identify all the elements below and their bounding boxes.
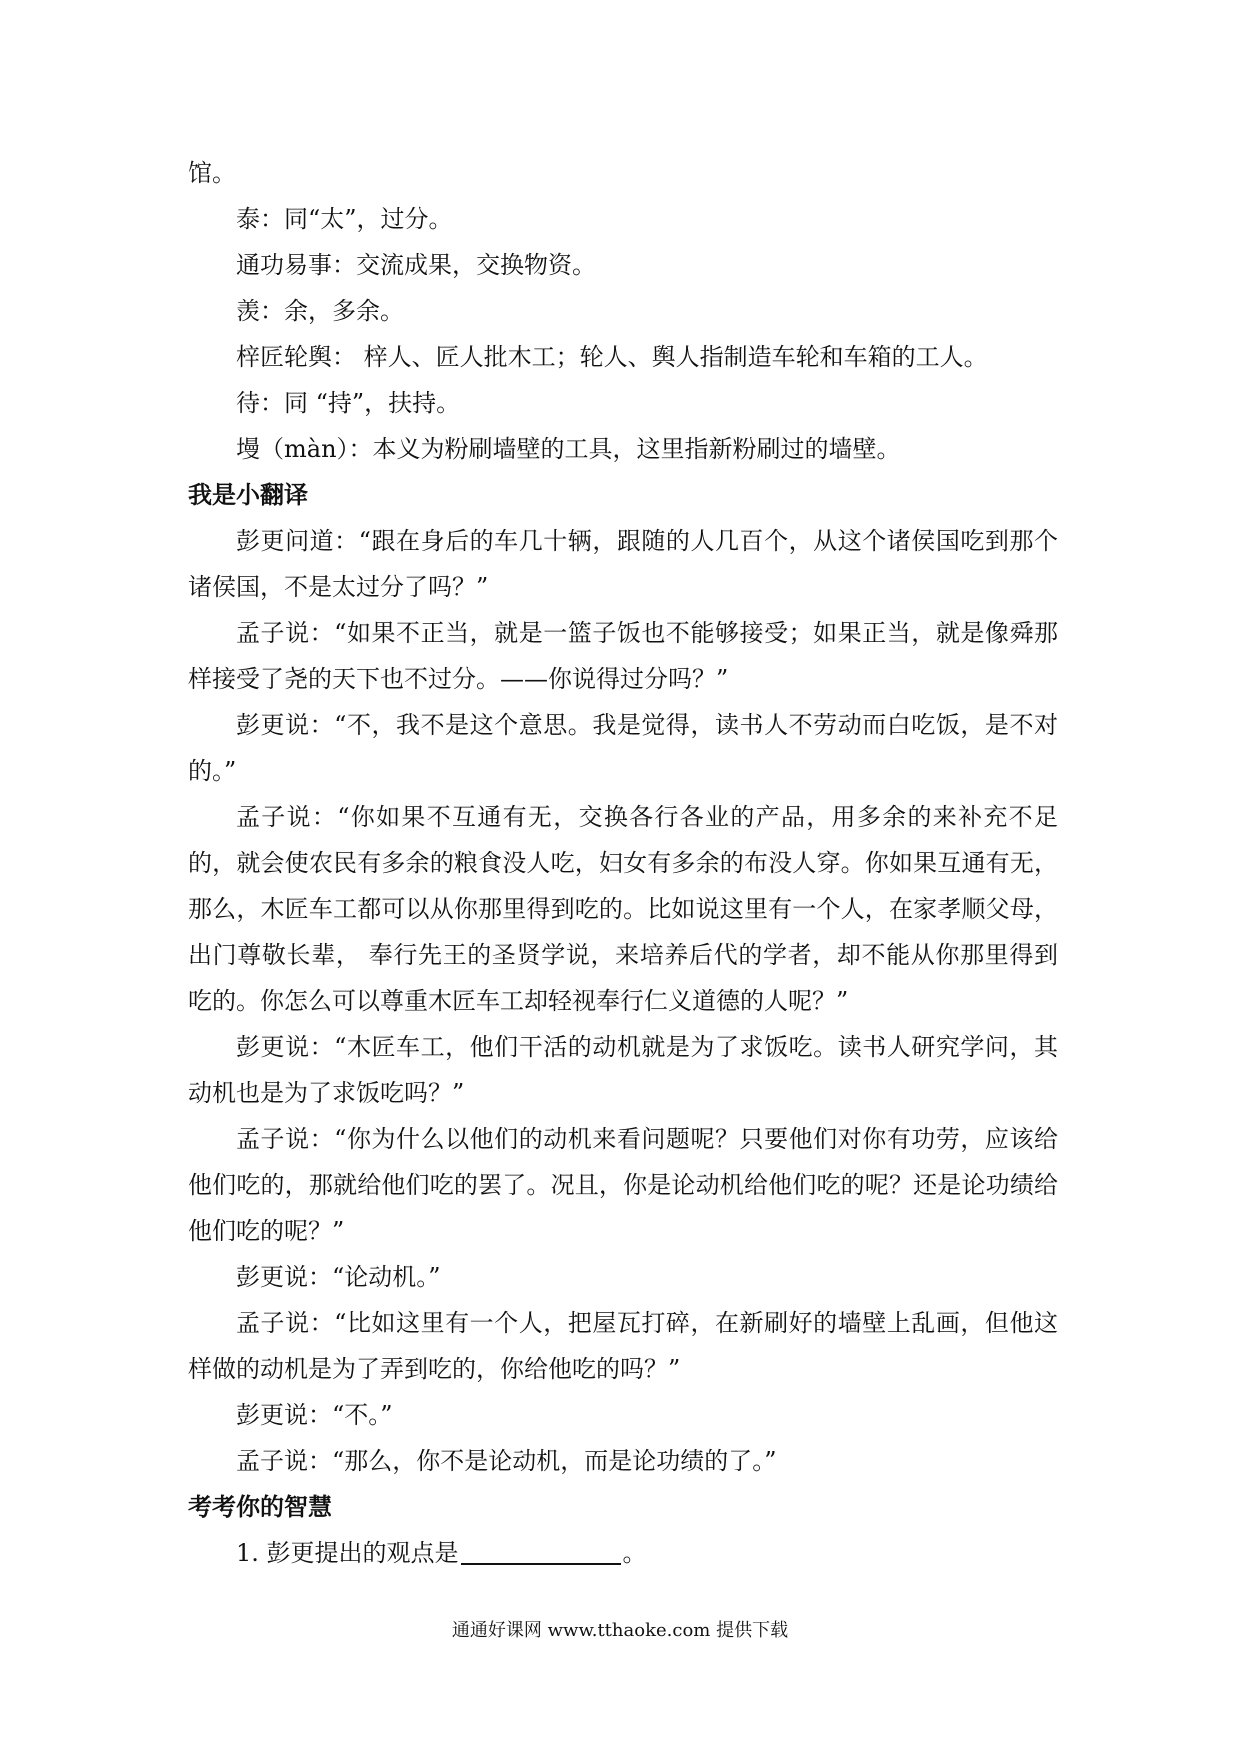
glossary-item-tai: 泰：同“太”，过分。: [236, 205, 453, 233]
translation-paragraph: 孟子说：“比如这里有一个人，把屋瓦打碎，在新刷好的墙壁上乱画，但他这样做的动机是为了弄到吃的，你给他吃的吗？”: [188, 1309, 1058, 1383]
glossary-carryover-text: 馆。: [188, 159, 236, 187]
quiz-question-1-text: 1. 彭更提出的观点是: [236, 1539, 459, 1567]
translation-paragraph: 孟子说：“你为什么以他们的动机来看问题呢？只要他们对你有功劳，应该给他们吃的，那就给他们吃的罢了。况且，你是论动机给他们吃的呢？还是论功绩给他们吃的呢？”: [188, 1125, 1058, 1245]
glossary-item-tonggong: 通功易事：交流成果，交换物资。: [236, 251, 596, 279]
page-footer: 通通好课网 www.tthaoke.com 提供下载: [451, 1620, 789, 1641]
quiz-question-1: [188, 1530, 1058, 1576]
translation-paragraph: 孟子说：“你如果不互通有无，交换各行各业的产品，用多余的来补充不足的，就会使农民有多余的粮食没人吃，妇女有多余的布没人穿。你如果互通有无，那么，木匠车工都可以从你那里得到吃的。比如说这里有一个人，在家孝顺父母，出门尊敬长辈， 奉行先王的圣贤学说，来培养后代的学者，却不能从你那里得到吃的。你怎么可以尊重木匠车工却轻视奉行仁义道德的人呢？”: [188, 803, 1058, 1015]
glossary-item-zijiang: 梓匠轮舆： 梓人、匠人批木工；轮人、舆人指制造车轮和车箱的工人。: [236, 343, 988, 371]
translation-paragraph: 彭更问道：“跟在身后的车几十辆，跟随的人几百个，从这个诸侯国吃到那个诸侯国，不是太过分了吗？”: [188, 527, 1058, 601]
answer-blank[interactable]: [461, 1539, 621, 1565]
quiz-question-1-end: 。: [622, 1539, 647, 1567]
translation-paragraph: 孟子说：“如果不正当，就是一篮子饭也不能够接受；如果正当，就是像舜那样接受了尧的天下也不过分。——你说得过分吗？”: [188, 619, 1058, 693]
translation-paragraph: 彭更说：“不。”: [236, 1401, 393, 1429]
translation-paragraph: 彭更说：“不，我不是这个意思。我是觉得，读书人不劳动而白吃饭，是不对的。”: [188, 711, 1058, 785]
glossary-item-man: 墁（màn）：本义为粉刷墙壁的工具，这里指新粉刷过的墙壁。: [236, 435, 901, 463]
page-content: [188, 150, 1058, 1576]
translation-heading: 我是小翻译: [188, 481, 308, 509]
quiz-heading: 考考你的智慧: [188, 1493, 332, 1521]
translation-paragraph: 彭更说：“论动机。”: [236, 1263, 441, 1291]
glossary-item-dai: 待：同 “持”，扶持。: [236, 389, 461, 417]
translation-paragraph: 孟子说：“那么，你不是论动机，而是论功绩的了。”: [236, 1447, 777, 1475]
translation-paragraph: 彭更说：“木匠车工，他们干活的动机就是为了求饭吃。读书人研究学问，其动机也是为了求饭吃吗？”: [188, 1033, 1058, 1107]
glossary-item-xian: 羡：余，多余。: [236, 297, 404, 325]
